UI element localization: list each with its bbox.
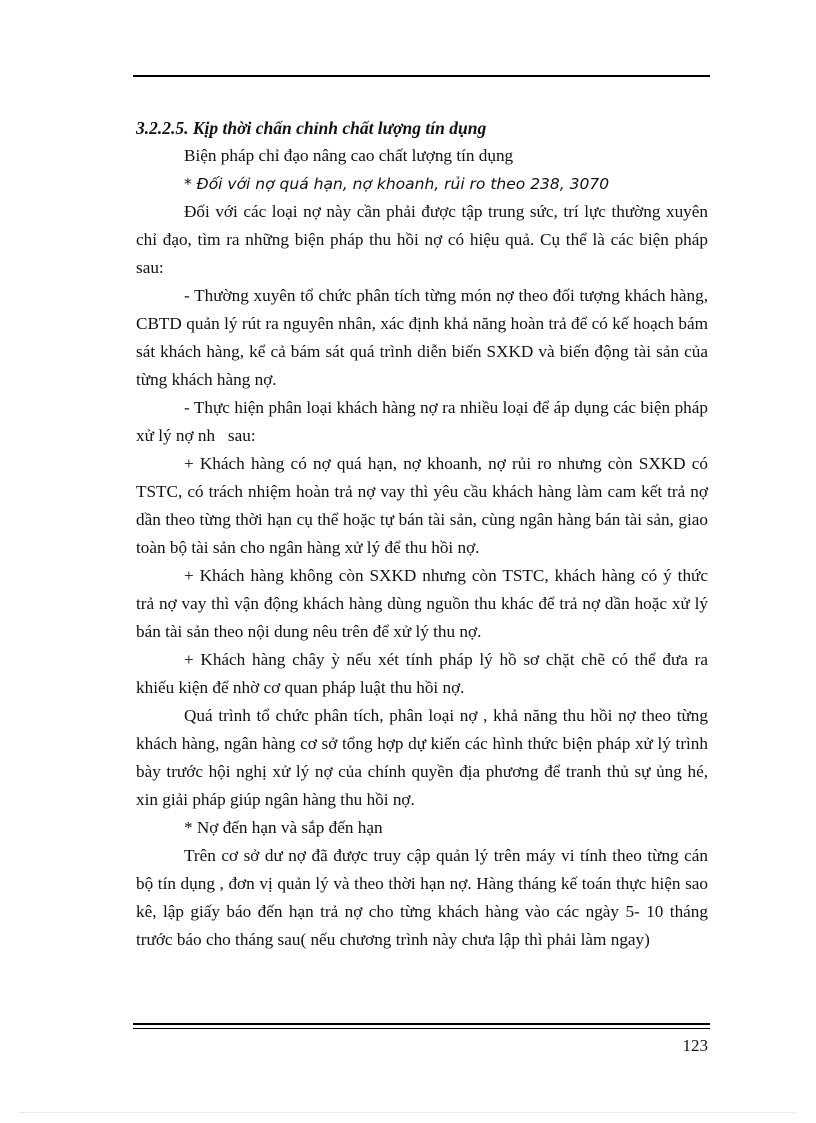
paragraph: + Khách hàng có nợ quá hạn, nợ khoanh, nợ rủi ro nhưng còn SXKD có TSTC, có trách nhiệm hoàn trả nợ vay thì yêu cầu khách hàng làm cam kết trả nợ dần theo từng thời hạn cụ thể hoặc tự bán tài sản, cùng ngân hàng bán tài sản, giao toàn bộ tài sản cho ngân hàng xử lý để thu hồi nợ.: [136, 454, 708, 557]
paragraph-subheading: * Nợ đến hạn và sắp đến hạn: [184, 818, 383, 837]
page-number: 123: [682, 1036, 708, 1055]
paragraph: - Thường xuyên tổ chức phân tích từng món nợ theo đối tượng khách hàng, CBTD quản lý rút ra nguyên nhân, xác định khả năng hoàn trả để có kế hoạch bám sát khách hàng, kể cả bám sát quá trình diễn biến SXKD và biến động tài sản của từng khách hàng nợ.: [136, 286, 708, 389]
body-content: [136, 114, 713, 954]
header-rule: [133, 75, 710, 77]
paragraph: Quá trình tổ chức phân tích, phân loại nợ , khả năng thu hồi nợ theo từng khách hàng, ngân hàng cơ sở tổng hợp dự kiến các hình thức biện pháp xử lý trình bày trước hội nghị xử lý nợ của chính quyền địa phương để tranh thủ sự ủng hé, xin giải pháp giúp ngân hàng thu hồi nợ.: [136, 706, 708, 809]
paragraph: + Khách hàng không còn SXKD nhưng còn TSTC, khách hàng có ý thức trả nợ vay thì vận động khách hàng dùng nguồn thu khác để trả nợ dần hoặc xử lý bán tài sản theo nội dung nêu trên để xử lý thu nợ.: [136, 566, 708, 641]
paragraph: Trên cơ sở dư nợ đã được truy cập quản lý trên máy vi tính theo từng cán bộ tín dụng , đơn vị quản lý và theo thời hạn nợ. Hàng tháng kế toán thực hiện sao kê, lập giấy báo đến hạn trả nợ cho từng khách hàng vào các ngày 5- 10 tháng trước báo cho tháng sau( nếu chương trình này chưa lập thì phải làm ngay): [136, 846, 708, 949]
footer-rule-thick: [133, 1023, 710, 1025]
section-heading: 3.2.2.5. Kịp thời chấn chỉnh chất lượng tín dụng: [136, 118, 487, 138]
paragraph: - Thực hiện phân loại khách hàng nợ ra nhiều loại để áp dụng các biện pháp xử lý nợ nh sau:: [136, 398, 713, 445]
paragraph: Đối với các loại nợ này cần phải được tập trung sức, trí lực thường xuyên chỉ đạo, tìm ra những biện pháp thu hồi nợ có hiệu quả. Cụ thể là các biện pháp sau:: [136, 202, 708, 277]
paragraph: + Khách hàng chây ỳ nếu xét tính pháp lý hồ sơ chặt chẽ có thể đưa ra khiếu kiện để nhờ cơ quan pháp luật thu hồi nợ.: [136, 650, 708, 697]
paragraph: Biện pháp chỉ đạo nâng cao chất lượng tín dụng: [184, 146, 514, 165]
paragraph-subheading: * Đối với nợ quá hạn, nợ khoanh, rủi ro theo 238, 3070: [184, 175, 610, 193]
footer-rule-thin: [133, 1028, 710, 1029]
page-edge-divider: [20, 1112, 796, 1113]
